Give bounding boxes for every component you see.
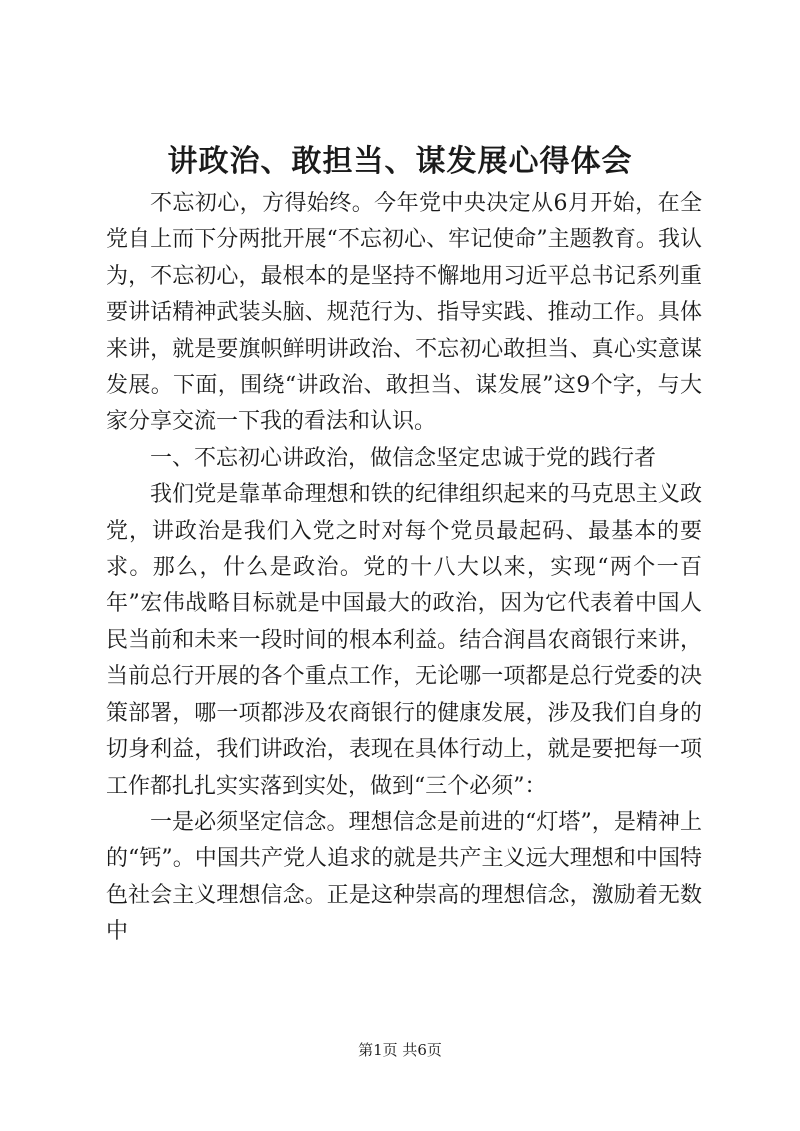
page-number-footer: 第1页 共6页 bbox=[358, 1041, 442, 1059]
paragraph-belief: 一是必须坚定信念。理想信念是前进的“灯塔”，是精神上的“钙”。中国共产党人追求的就是共产主义远大理想和中国特色社会主义理想信念。正是这种崇高的理想信念，激励着无数中 bbox=[106, 809, 702, 945]
document-title: 讲政治、敢担当、谋发展心得体会 bbox=[167, 144, 633, 179]
section-heading-1: 一、不忘初心讲政治，做信念坚定忠诚于党的践行者 bbox=[150, 445, 657, 471]
paragraph-politics: 我们党是靠革命理想和铁的纪律组织起来的马克思主义政党，讲政治是我们入党之时对每个党员最起码、最基本的要求。那么，什么是政治。党的十八大以来，实现“两个一百年”宏伟战略目标就是中国最大的政治，因为它代表着中国人民当前和未来一段时间的根本利益。结合润昌农商银行来讲，当前总行开展的各个重点工作，无论哪一项都是总行党委的决策部署，哪一项都涉及农商银行的健康发展，涉及我们自身的切身利益，我们讲政治，表现在具体行动上，就是要把每一项工作都扎扎实实落到实处，做到“三个必须”： bbox=[106, 482, 702, 799]
paragraph-intro: 不忘初心，方得始终。今年党中央决定从6月开始，在全党自上而下分两批开展“不忘初心、牢记使命”主题教育。我认为，不忘初心，最根本的是坚持不懈地用习近平总书记系列重要讲话精神武装头脑、规范行为、指导实践、推动工作。具体来讲，就是要旗帜鲜明讲政治、不忘初心敢担当、真心实意谋发展。下面，围绕“讲政治、敢担当、谋发展”这9个字，与大家分享交流一下我的看法和认识。 bbox=[106, 191, 702, 435]
document-body bbox=[106, 186, 702, 951]
